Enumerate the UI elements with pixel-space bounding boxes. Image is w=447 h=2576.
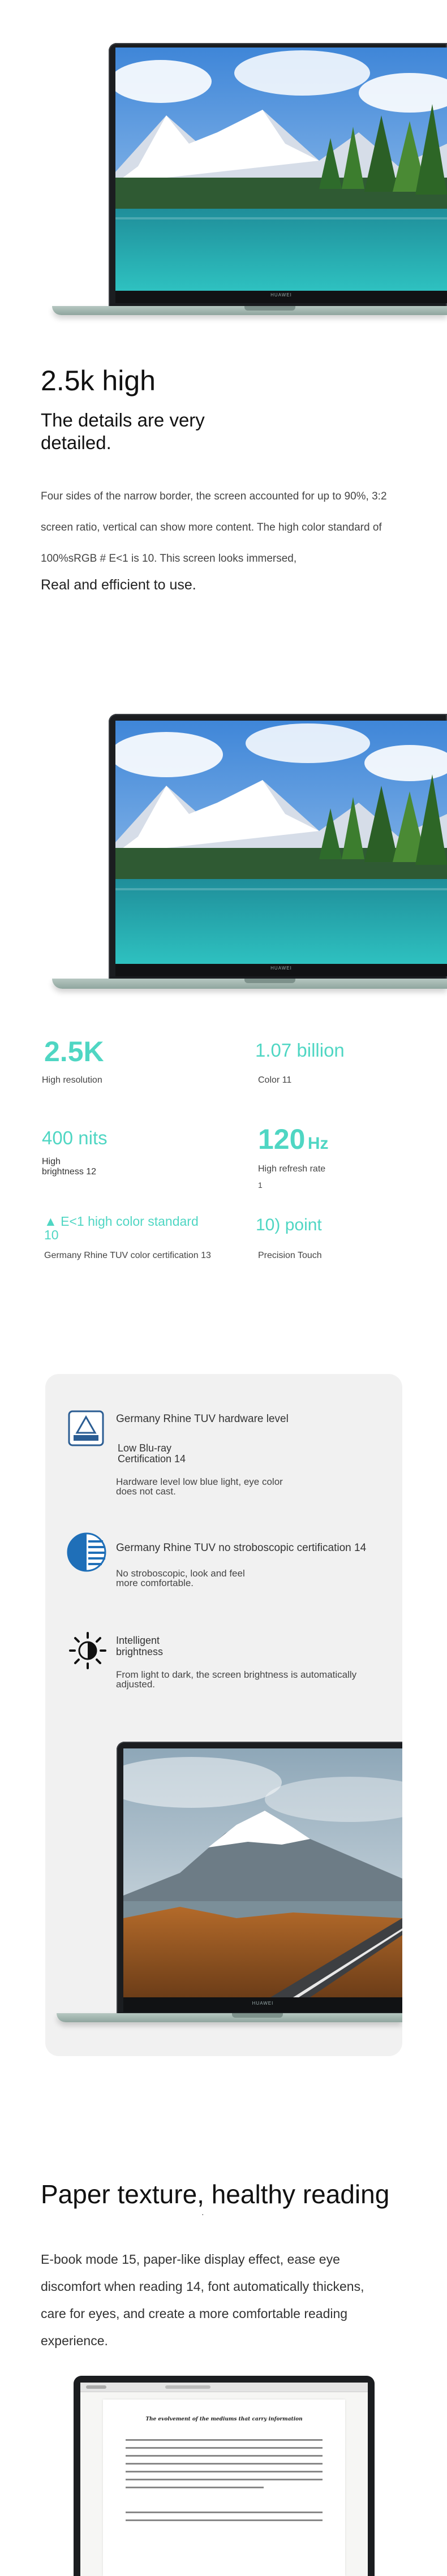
- card-laptop-screen: [123, 1748, 402, 1997]
- ebook-screen: [80, 2383, 368, 2576]
- hero-laptop-screen: [115, 48, 447, 291]
- hero-paragraph-line1: Four sides of the narrow border, the screen accounted for up to 90%, 3:2: [41, 490, 387, 502]
- color-standard-line1: ▲ E<1 high color standard: [44, 1214, 199, 1229]
- toolbar-menu-icon: [165, 2385, 210, 2389]
- feature-hardware-desc-line1: Hardware level low blue light, eye color: [116, 1476, 283, 1487]
- hero-subtitle-line2: detailed.: [41, 432, 111, 453]
- touch-label: Precision Touch: [258, 1251, 322, 1260]
- mountain-road-landscape: [123, 1748, 402, 1997]
- sun-brightness-icon: [68, 1631, 108, 1670]
- hero-paragraph-line4: Real and efficient to use.: [41, 577, 196, 593]
- mountain-lake-landscape-2: [115, 721, 447, 964]
- paper-title-dot: ·: [201, 2209, 204, 2219]
- feature-stroboscopic-desc-line1: No stroboscopic, look and feel: [116, 1568, 245, 1579]
- ebook-laptop-image: [74, 2376, 375, 2576]
- ebook-document-title: The evolvement of the mediums that carry information: [145, 2416, 303, 2422]
- paper-paragraph-line4: experience.: [41, 2333, 108, 2348]
- paper-paragraph-line2: discomfort when reading 14, font automatically thickens,: [41, 2279, 364, 2294]
- feature-hardware-title: Germany Rhine TUV hardware level: [116, 1413, 289, 1425]
- resolution-value: 2.5K: [44, 1036, 104, 1067]
- mountain-lake-landscape: [115, 48, 447, 291]
- paper-paragraph-line1: E-book mode 15, paper-like display effect, ease eye: [41, 2252, 340, 2267]
- half-circle-stripes-icon: [67, 1532, 106, 1572]
- eye-care-card: [45, 1374, 402, 2056]
- hero-subtitle-line1: The details are very: [41, 410, 205, 430]
- hero-laptop-image: [52, 37, 447, 320]
- laptop-brand-label: HUAWEI: [270, 292, 292, 298]
- hero-paragraph-line2: screen ratio, vertical can show more content. The high color standard of: [41, 522, 382, 533]
- ebook-toolbar: [80, 2383, 368, 2392]
- hero-paragraph-line3: 100%sRGB # E<1 is 10. This screen looks immersed,: [41, 553, 297, 565]
- laptop-brand-label: HUAWEI: [252, 2001, 274, 2006]
- feature-brightness-desc-line2: adjusted.: [116, 1679, 155, 1690]
- hero-title: 2.5k high: [41, 365, 156, 397]
- color-value: 1.07 billion: [255, 1040, 345, 1061]
- refresh-rate-value: [258, 1123, 329, 1156]
- refresh-rate-number: 120: [258, 1123, 306, 1155]
- feature-hardware-subtitle-line1: Low Blu-ray: [118, 1442, 172, 1454]
- feature-stroboscopic-title: Germany Rhine TUV no stroboscopic certification 14: [116, 1542, 367, 1554]
- color-label: Color 11: [258, 1075, 292, 1085]
- brightness-label-line2: brightness 12: [42, 1167, 97, 1177]
- spec-laptop-image: [52, 714, 447, 997]
- refresh-rate-footnote: 1: [258, 1181, 263, 1190]
- toolbar-dots-icon: [86, 2385, 106, 2389]
- refresh-rate-unit: Hz: [307, 1134, 329, 1153]
- feature-hardware-subtitle-line2: Certification 14: [118, 1453, 186, 1464]
- feature-brightness-desc-line1: From light to dark, the screen brightness is automatically: [116, 1669, 357, 1680]
- brightness-label-line1: High: [42, 1157, 61, 1166]
- feature-hardware-desc-line2: does not cast.: [116, 1486, 176, 1497]
- ebook-page: [103, 2400, 345, 2576]
- ebook-text-lines: [126, 2439, 323, 2527]
- refresh-rate-label: High refresh rate: [258, 1164, 326, 1174]
- resolution-label: High resolution: [42, 1075, 102, 1085]
- feature-stroboscopic-desc-line2: more comfortable.: [116, 1578, 194, 1588]
- card-laptop-image: [45, 1742, 402, 2036]
- laptop-brand-label: HUAWEI: [270, 966, 292, 971]
- paper-section-title: Paper texture, healthy reading: [41, 2179, 390, 2209]
- color-standard-line2: 10: [44, 1227, 59, 1242]
- feature-brightness-title-line1: Intelligent: [116, 1635, 160, 1646]
- color-standard-label: Germany Rhine TUV color certification 13: [44, 1251, 211, 1260]
- tuv-badge-icon: [68, 1410, 104, 1446]
- touch-value: 10) point: [256, 1216, 322, 1234]
- brightness-value: 400 nits: [42, 1127, 108, 1148]
- feature-brightness-title-line2: brightness: [116, 1646, 164, 1657]
- spec-laptop-screen: [115, 721, 447, 964]
- paper-paragraph-line3: care for eyes, and create a more comfortable reading: [41, 2306, 348, 2321]
